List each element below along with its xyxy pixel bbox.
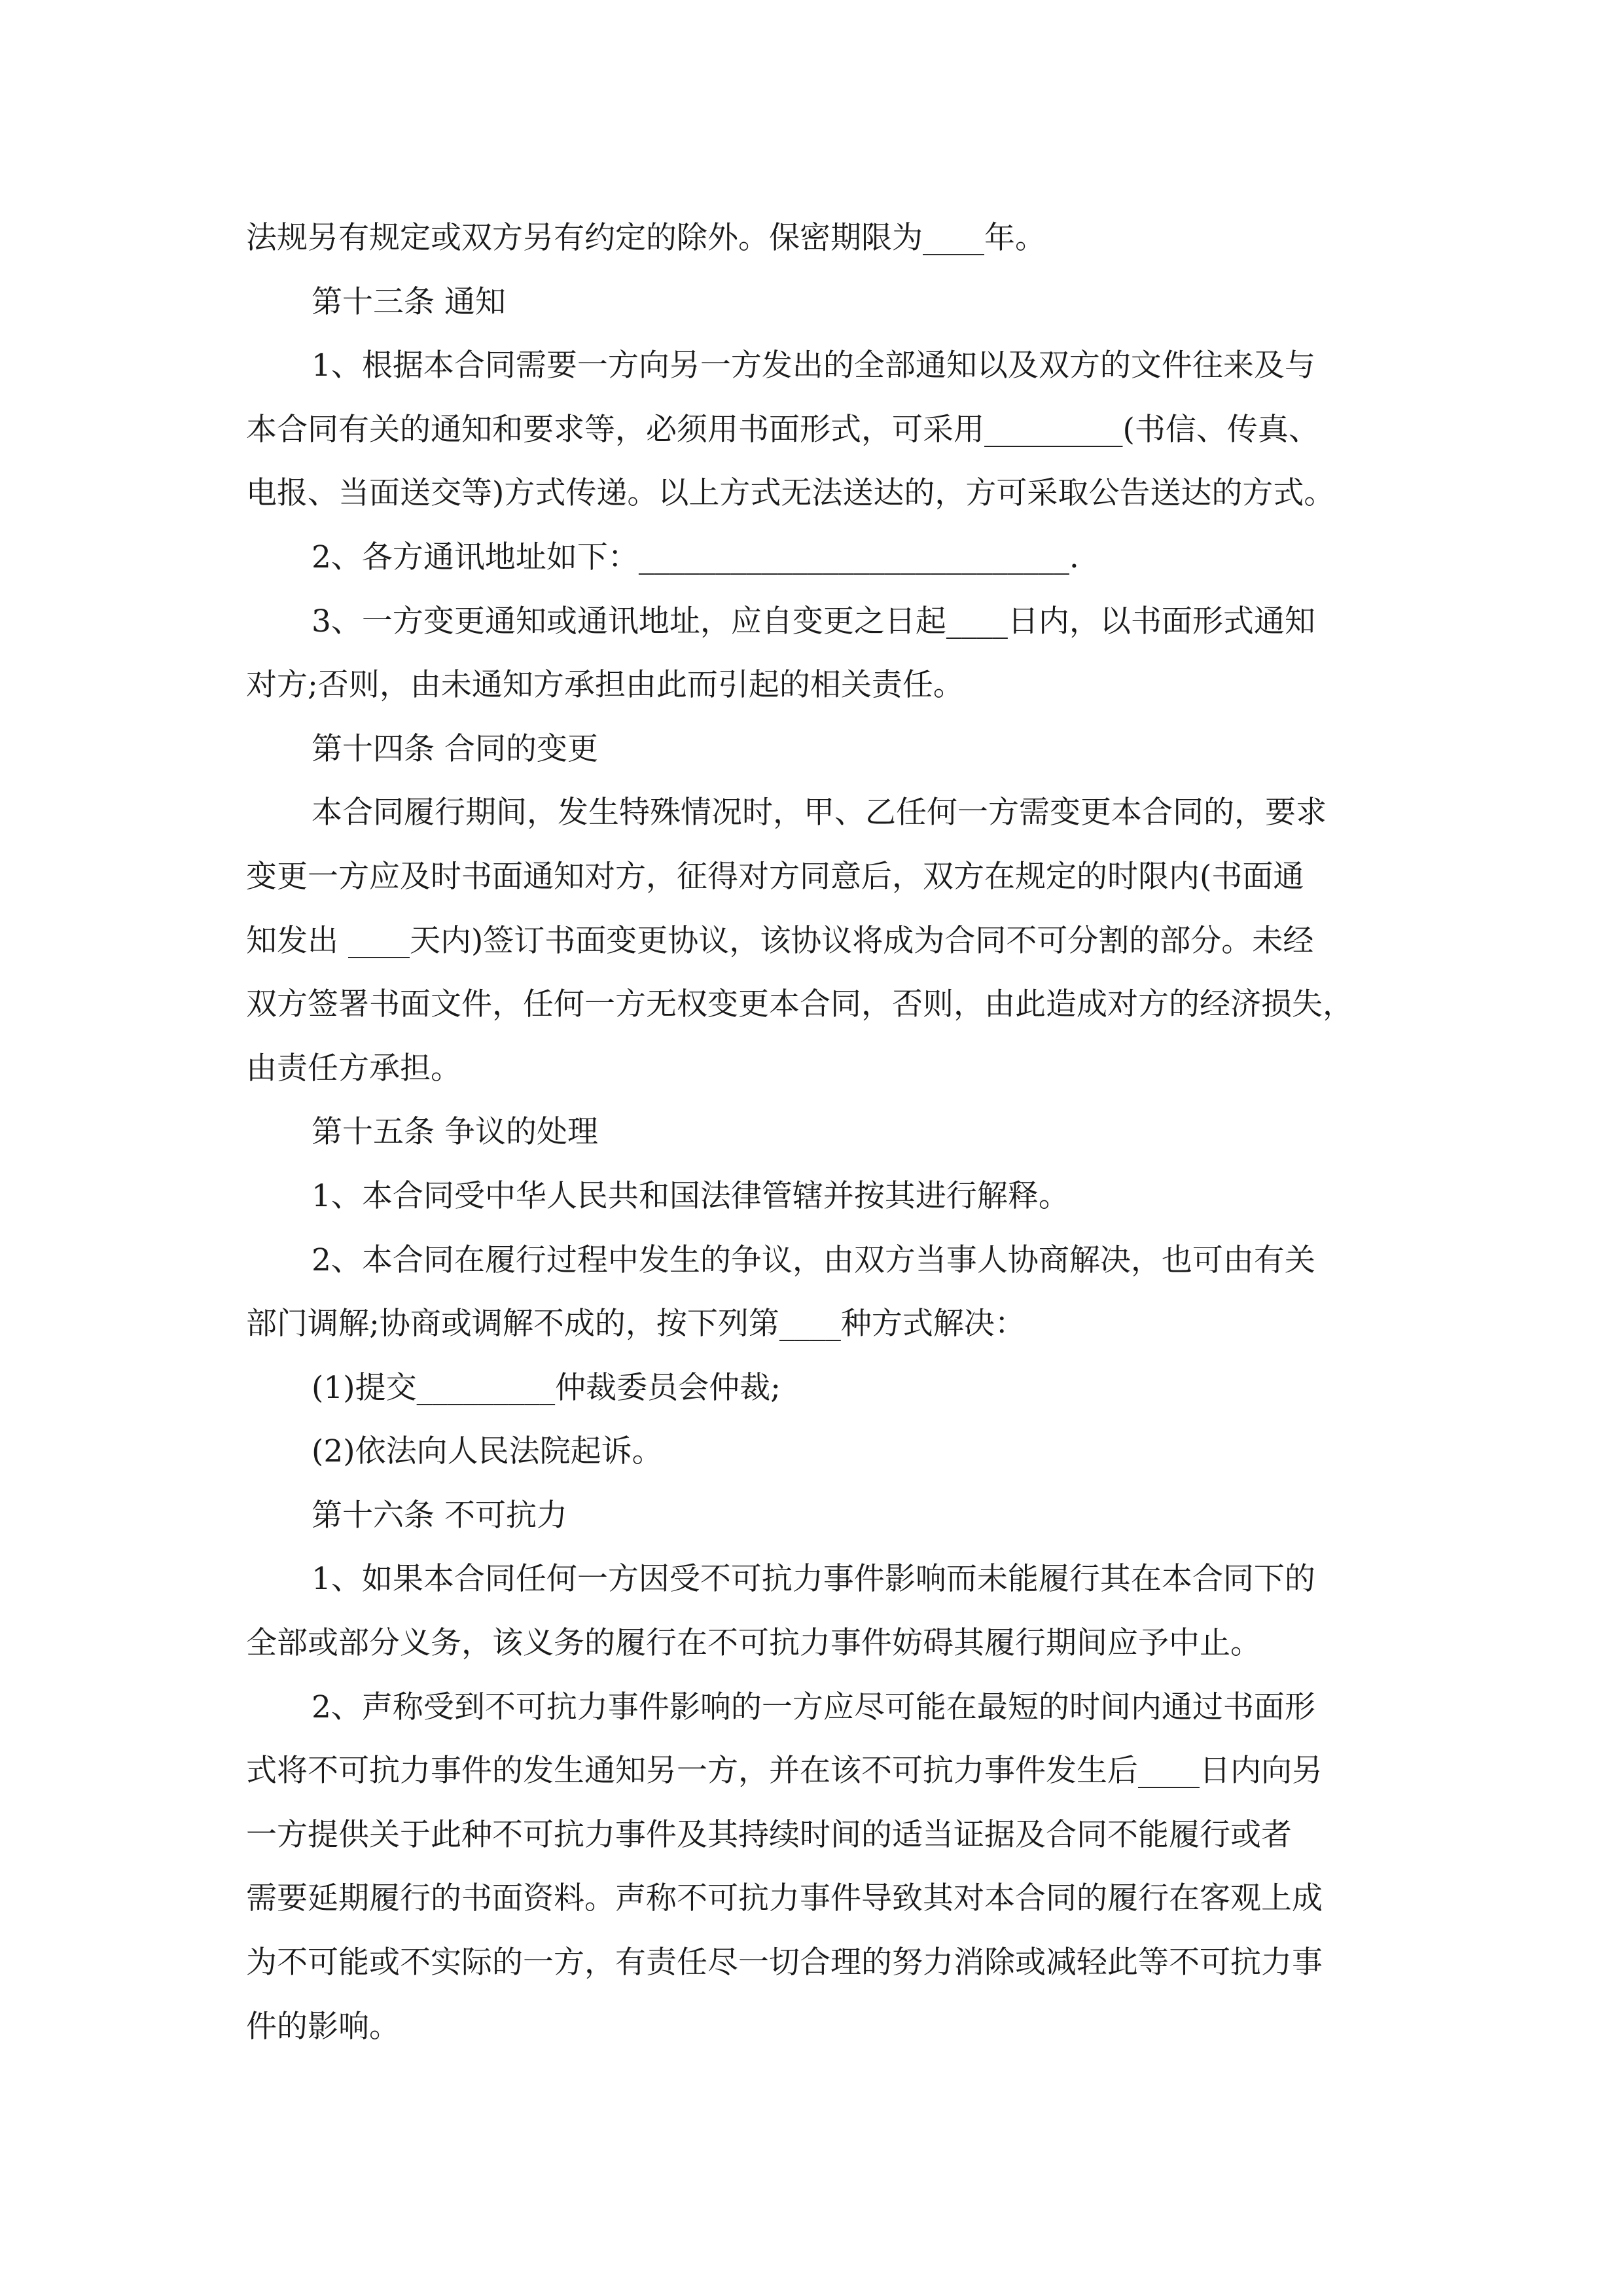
paragraph-line: 1、根据本合同需要一方向另一方发出的全部通知以及双方的文件往来及与: [312, 348, 1315, 384]
paragraph-line: 1、本合同受中华人民共和国法律管辖并按其进行解释。: [312, 1177, 1069, 1214]
paragraph-line: 2、声称受到不可抗力事件影响的一方应尽可能在最短的时间内通过书面形: [312, 1689, 1315, 1725]
article-13-heading: 第十三条 通知: [312, 283, 506, 320]
paragraph-line: 全部或部分义务，该义务的履行在不可抗力事件妨碍其履行期间应予中止。: [246, 1625, 1261, 1662]
paragraph-line: 由责任方承担。: [246, 1050, 461, 1086]
paragraph-line: 一方提供关于此种不可抗力事件及其持续时间的适当证据及合同不能履行或者: [246, 1816, 1292, 1853]
paragraph-line: 1、如果本合同任何一方因受不可抗力事件影响而未能履行其在本合同下的: [312, 1561, 1315, 1598]
document-body: [246, 206, 1398, 2058]
paragraph-line: 为不可能或不实际的一方，有责任尽一切合理的努力消除或减轻此等不可抗力事: [246, 1945, 1323, 1981]
paragraph-line: (1)提交_________仲裁委员会仲裁;: [312, 1369, 781, 1406]
paragraph-line: 2、各方通讯地址如下：____________________________.: [312, 539, 1079, 575]
paragraph-line: (2)依法向人民法院起诉。: [312, 1433, 663, 1470]
paragraph-line: 本合同有关的通知和要求等，必须用书面形式，可采用_________(书信、传真、: [246, 411, 1319, 448]
article-16-heading: 第十六条 不可抗力: [312, 1497, 567, 1534]
paragraph-line: 式将不可抗力事件的发生通知另一方，并在该不可抗力事件发生后____日内向另: [246, 1753, 1323, 1789]
paragraph-line: 需要延期履行的书面资料。声称不可抗力事件导致其对本合同的履行在客观上成: [246, 1880, 1323, 1917]
paragraph-line: 对方;否则，由未通知方承担由此而引起的相关责任。: [246, 667, 964, 704]
paragraph-line: 本合同履行期间，发生特殊情况时，甲、乙任何一方需变更本合同的，要求: [312, 795, 1327, 831]
paragraph-line: 双方签署书面文件，任何一方无权变更本合同，否则，由此造成对方的经济损失，: [246, 986, 1353, 1023]
paragraph-line: 2、本合同在履行过程中发生的争议，由双方当事人协商解决，也可由有关: [312, 1242, 1315, 1278]
paragraph-line: 法规另有规定或双方另有约定的除外。保密期限为____年。: [246, 220, 1046, 256]
paragraph-line: 电报、当面送交等)方式传递。以上方式无法送达的，方可采取公告送达的方式。: [246, 475, 1335, 512]
paragraph-line: 知发出 ____天内)签订书面变更协议，该协议将成为合同不可分割的部分。未经: [246, 922, 1314, 959]
paragraph-line: 件的影响。: [246, 2008, 400, 2045]
article-14-heading: 第十四条 合同的变更: [312, 730, 598, 767]
article-15-heading: 第十五条 争议的处理: [312, 1114, 598, 1151]
paragraph-line: 3、一方变更通知或通讯地址，应自变更之日起____日内，以书面形式通知: [312, 603, 1315, 639]
paragraph-line: 变更一方应及时书面通知对方，征得对方同意后，双方在规定的时限内(书面通: [246, 858, 1304, 895]
paragraph-line: 部门调解;协商或调解不成的，按下列第____种方式解决：: [246, 1306, 1026, 1342]
